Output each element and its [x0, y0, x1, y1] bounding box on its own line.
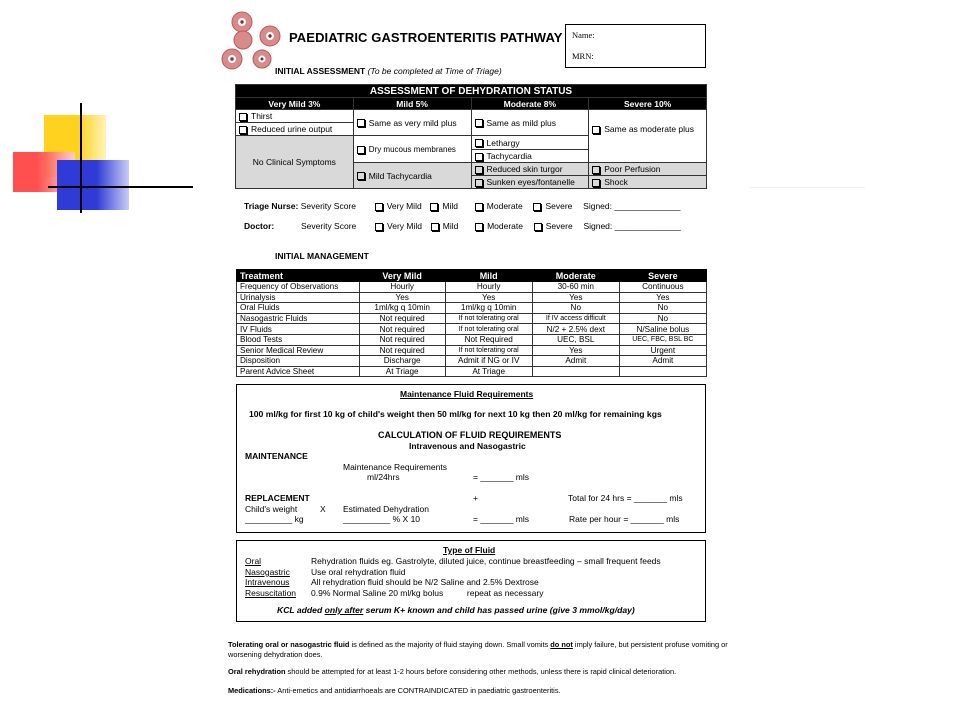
mgmt-header-severe: Severe: [619, 270, 706, 282]
management-cell: Yes: [619, 292, 706, 303]
management-cell: [532, 366, 619, 377]
checkbox-icon[interactable]: [592, 126, 600, 134]
management-cell: Yes: [532, 292, 619, 303]
triage-nurse-label: Triage Nurse:: [244, 201, 299, 211]
tolerating-note: Tolerating oral or nasogastric fluid is defined as the majority of fluid staying down. Small vomits do not imply failure, but persistent profuse vomiting or worsening dehydration does.: [228, 640, 728, 659]
maintenance-formula: 100 ml/kg for first 10 kg of child's weight then 50 ml/kg for next 10 kg then 20 ml/kg for remaining kgs: [249, 409, 662, 419]
sign-mild-tachycardia[interactable]: Mild Tachycardia: [353, 163, 471, 189]
triage-option-mild[interactable]: Mild: [430, 201, 458, 211]
treatment-cell: Disposition: [237, 356, 360, 367]
management-cell: Admit: [619, 356, 706, 367]
management-cell: Continuous: [619, 282, 706, 293]
doctor-severity-row: [244, 221, 681, 231]
sign-sunken-eyes[interactable]: Sunken eyes/fontanelle: [471, 176, 589, 189]
checkbox-icon[interactable]: [239, 113, 247, 121]
management-cell: 30-60 min: [532, 282, 619, 293]
management-cell: No: [619, 303, 706, 314]
sign-reduced-skin-turgor[interactable]: Reduced skin turgor: [471, 163, 589, 176]
management-cell: Not Required: [445, 334, 532, 345]
severity-score-label: Severity Score: [300, 221, 357, 231]
calc-subtitle: Intravenous and Nasogastric: [409, 441, 526, 451]
initial-assessment-label: INITIAL ASSESSMENT: [275, 66, 366, 76]
dehydration-title: ASSESSMENT OF DEHYDRATION STATUS: [236, 85, 707, 98]
est-dehydration-field[interactable]: __________ % X 10: [343, 514, 421, 524]
management-cell: Yes: [445, 292, 532, 303]
management-cell: [619, 366, 706, 377]
total-24hrs-field[interactable]: Total for 24 hrs = _______ mls: [568, 493, 683, 503]
treatment-cell: Nasogastric Fluids: [237, 313, 360, 324]
col-moderate: Moderate 8%: [471, 98, 589, 110]
severity-score-label: Severity Score: [300, 201, 356, 211]
hospital-logo-icon: [218, 9, 282, 71]
sign-poor-perfusion[interactable]: Poor Perfusion: [589, 163, 707, 176]
maintenance-req-label: Maintenance Requirements: [343, 462, 447, 472]
checkbox-icon[interactable]: [430, 203, 438, 211]
checkbox-icon[interactable]: [475, 139, 483, 147]
sign-dry-mucous[interactable]: Dry mucous membranes: [353, 136, 471, 163]
maintenance-result-field[interactable]: = _______ mls: [473, 472, 529, 482]
rate-per-hour-field[interactable]: Rate per hour = _______ mls: [569, 514, 680, 524]
management-cell: Urgent: [619, 345, 706, 356]
fluid-type-title: Type of Fluid: [443, 545, 496, 555]
initial-assessment-note: (To be completed at Time of Triage): [367, 66, 502, 76]
col-very-mild: Very Mild 3%: [236, 98, 354, 110]
management-cell: No: [619, 313, 706, 324]
treatment-cell: Urinalysis: [237, 292, 360, 303]
initial-assessment-heading: [275, 66, 502, 76]
fluid-route-label: Resuscitation: [245, 587, 297, 598]
mgmt-header-treatment: Treatment: [237, 270, 360, 282]
checkbox-icon[interactable]: [475, 179, 483, 187]
triage-option-moderate[interactable]: Moderate: [475, 201, 523, 211]
kcl-note: KCL added only after serum K+ known and child has passed urine (give 3 mmol/kg/day): [277, 605, 635, 615]
table-row: [237, 313, 707, 324]
checkbox-icon[interactable]: [533, 203, 541, 211]
dehydration-table: [235, 84, 707, 189]
checkbox-icon[interactable]: [431, 223, 439, 231]
fluid-route-label: Intravenous: [245, 577, 290, 587]
medications-note: Medications:- Anti-emetics and antidiarrhoeals are CONTRAINDICATED in paediatric gastroenteritis.: [228, 686, 561, 695]
triage-severity-row: [244, 201, 681, 211]
sign-reduced-urine[interactable]: Reduced urine output: [236, 123, 354, 136]
management-cell: Admit if NG or IV: [445, 356, 532, 367]
decor-vertical-line: [80, 103, 82, 213]
management-cell: UEC, FBC, BSL BC: [619, 334, 706, 345]
child-weight-label: Child's weight: [245, 504, 298, 514]
treatment-cell: Senior Medical Review: [237, 345, 360, 356]
oral-rehydration-note: Oral rehydration should be attempted for at least 1-2 hours before considering other methods, unless there is rapid clinical deterioration.: [228, 667, 677, 676]
patient-id-box: [565, 24, 706, 68]
sign-lethargy[interactable]: Lethargy: [471, 136, 589, 150]
table-row: [237, 282, 707, 293]
doctor-option-very-mild[interactable]: Very Mild: [375, 221, 422, 231]
management-cell: UEC, BSL: [532, 334, 619, 345]
table-row: [237, 334, 707, 345]
treatment-cell: Oral Fluids: [237, 303, 360, 314]
mgmt-header-very-mild: Very Mild: [359, 270, 445, 282]
triage-signed[interactable]: Signed: ______________: [583, 201, 681, 211]
triage-option-severe[interactable]: Severe: [533, 201, 572, 211]
replacement-label: REPLACEMENT: [245, 493, 310, 503]
est-dehydration-label: Estimated Dehydration: [343, 504, 429, 514]
table-row: [237, 324, 707, 335]
sign-same-as-moderate[interactable]: Same as moderate plus: [589, 110, 707, 163]
child-weight-field[interactable]: __________ kg: [245, 514, 304, 524]
plus-sign: +: [473, 493, 478, 503]
management-cell: Not required: [359, 324, 445, 335]
mrn-field[interactable]: MRN:: [572, 51, 594, 61]
fluid-type-box: [236, 540, 706, 622]
doctor-option-moderate[interactable]: Moderate: [475, 221, 523, 231]
management-cell: 1ml/kg q 10min: [359, 303, 445, 314]
checkbox-icon[interactable]: [475, 166, 483, 174]
management-cell: If not tolerating oral: [445, 324, 532, 335]
divider-line: [750, 187, 865, 188]
treatment-cell: IV Fluids: [237, 324, 360, 335]
calc-title: CALCULATION OF FLUID REQUIREMENTS: [378, 430, 562, 440]
sign-tachycardia[interactable]: Tachycardia: [471, 150, 589, 163]
fluid-route-description: 0.9% Normal Saline 20 ml/kg bolus repeat as necessary: [311, 587, 544, 598]
management-cell: Admit: [532, 356, 619, 367]
doctor-option-mild[interactable]: Mild: [431, 221, 459, 231]
management-cell: Hourly: [445, 282, 532, 293]
checkbox-icon[interactable]: [475, 203, 483, 211]
management-cell: N/2 + 2.5% dext: [532, 324, 619, 335]
management-cell: At Triage: [445, 366, 532, 377]
treatment-cell: Frequency of Observations: [237, 282, 360, 293]
col-mild: Mild 5%: [353, 98, 471, 110]
management-cell: Yes: [532, 345, 619, 356]
management-cell: Yes: [359, 292, 445, 303]
checkbox-icon[interactable]: [592, 179, 600, 187]
multiply-sign: X: [320, 504, 326, 514]
doctor-option-severe[interactable]: Severe: [534, 221, 573, 231]
checkbox-icon[interactable]: [375, 203, 383, 211]
doctor-label: Doctor:: [244, 221, 275, 231]
checkbox-icon[interactable]: [475, 119, 483, 127]
checkbox-icon[interactable]: [357, 172, 365, 180]
checkbox-icon[interactable]: [239, 126, 247, 134]
fluid-route-description: Rehydration fluids eg. Gastrolyte, diluted juice, continue breastfeeding – small frequent feeds: [311, 556, 661, 566]
checkbox-icon[interactable]: [592, 166, 600, 174]
fluid-route-description: Use oral rehydration fluid: [311, 566, 406, 577]
fluid-route-description: All rehydration fluid should be N/2 Saline and 2.5% Dextrose: [311, 577, 539, 587]
management-cell: N/Saline bolus: [619, 324, 706, 335]
no-clinical-symptoms: No Clinical Symptoms: [236, 136, 354, 189]
table-row: [237, 303, 707, 314]
maintenance-req-unit: ml/24hrs: [367, 472, 400, 482]
treatment-cell: Parent Advice Sheet: [237, 366, 360, 377]
management-cell: Not required: [359, 334, 445, 345]
mgmt-header-mild: Mild: [445, 270, 532, 282]
maintenance-label: MAINTENANCE: [245, 451, 308, 461]
decor-blue-square: [57, 160, 129, 210]
management-cell: If not tolerating oral: [445, 313, 532, 324]
management-cell: 1ml/kg q 10min: [445, 303, 532, 314]
maintenance-box: [236, 384, 706, 533]
decor-horizontal-line: [48, 186, 193, 188]
page-title: PAEDIATRIC GASTROENTERITIS PATHWAY: [289, 30, 563, 45]
replacement-result-field[interactable]: = _______ mls: [473, 514, 529, 524]
checkbox-icon[interactable]: [357, 119, 365, 127]
management-cell: No: [532, 303, 619, 314]
doctor-signed[interactable]: Signed: ______________: [583, 221, 681, 231]
checkbox-icon[interactable]: [357, 146, 365, 154]
management-cell: At Triage: [359, 366, 445, 377]
fluid-route-label: Nasogastric: [245, 566, 290, 577]
management-cell: If not tolerating oral: [445, 345, 532, 356]
initial-management-heading: INITIAL MANAGEMENT: [275, 251, 369, 261]
sign-thirst[interactable]: Thirst: [236, 110, 354, 123]
sign-same-as-mild[interactable]: Same as mild plus: [471, 110, 589, 136]
management-cell: If IV access difficult: [532, 313, 619, 324]
table-row: [237, 356, 707, 367]
col-severe: Severe 10%: [589, 98, 707, 110]
table-row: [237, 366, 707, 377]
triage-option-very-mild[interactable]: Very Mild: [375, 201, 422, 211]
table-row: [237, 292, 707, 303]
sign-shock[interactable]: Shock: [589, 176, 707, 189]
mgmt-header-moderate: Moderate: [532, 270, 619, 282]
treatment-cell: Blood Tests: [237, 334, 360, 345]
management-cell: Not required: [359, 313, 445, 324]
checkbox-icon[interactable]: [475, 223, 483, 231]
checkbox-icon[interactable]: [475, 153, 483, 161]
management-cell: Not required: [359, 345, 445, 356]
name-field[interactable]: Name:: [572, 30, 595, 40]
checkbox-icon[interactable]: [534, 223, 542, 231]
management-table: [236, 269, 707, 377]
maintenance-title: Maintenance Fluid Requirements: [400, 389, 534, 399]
management-cell: Discharge: [359, 356, 445, 367]
fluid-route-label: Oral: [245, 556, 262, 566]
table-row: [237, 345, 707, 356]
management-cell: Hourly: [359, 282, 445, 293]
sign-same-as-very-mild[interactable]: Same as very mild plus: [353, 110, 471, 136]
checkbox-icon[interactable]: [375, 223, 383, 231]
